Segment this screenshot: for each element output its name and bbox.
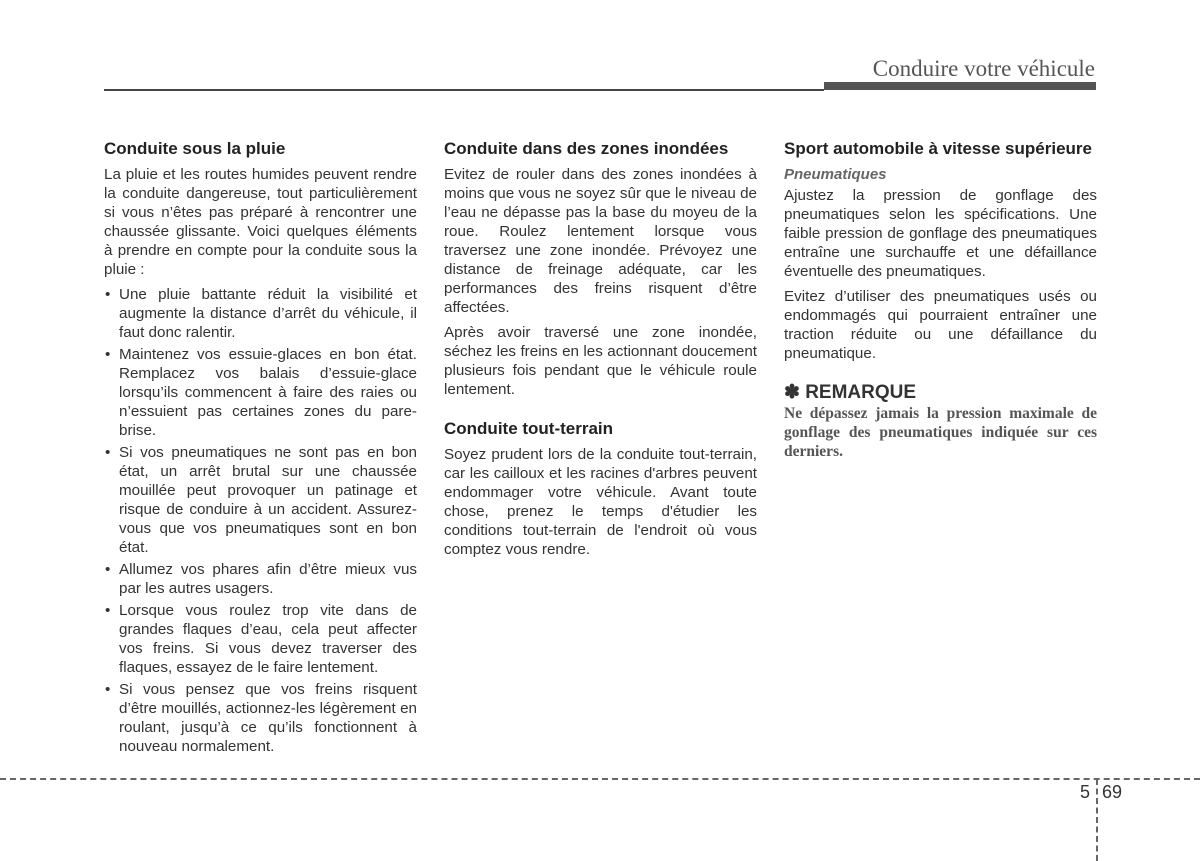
- section-heading: Conduite dans des zones inondées: [444, 139, 729, 158]
- paragraph: Evitez de rouler dans des zones inondées à moins que vous ne soyez sûr que le niveau de l’eau ne dépasse pas la base du moyeu de la roue. Roulez lentement lorsque vous traversez une zone inondée. Prévoyez une distance de freinage adéquate, car les performances des freins risquent d’être affectées.: [444, 166, 757, 316]
- section-heading: Sport automobile à vitesse supérieure: [784, 139, 1092, 158]
- page-number: 69: [1102, 782, 1123, 802]
- page-header-title: Conduire votre véhicule: [872, 56, 1095, 81]
- remark-text: Ne dépassez jamais la pression maximale de gonflage des pneumatiques indiquée sur ces derniers.: [784, 405, 1097, 460]
- list-item: • Si vous pensez que vos freins risquent d’être mouillés, actionnez-les légèrement en roulant, jusqu’à ce qu’ils fonctionnent à nouveau normalement.: [104, 680, 417, 756]
- list-item: • Si vos pneumatiques ne sont pas en bon état, un arrêt brutal sur une chaussée mouillée peut provoquer un patinage et risque de conduire à un accident. Assurez-vous que vos pneumatiques sont en bon état.: [104, 443, 417, 557]
- bullet-list: [104, 285, 417, 756]
- list-item: • Allumez vos phares afin d’être mieux vus par les autres usagers.: [104, 560, 417, 598]
- footer-rule: [0, 778, 1200, 780]
- section-heading: Conduite tout-terrain: [444, 419, 614, 438]
- list-item: • Maintenez vos essuie-glaces en bon état. Remplacez vos balais d’essuie-glace lorsqu’ils commencent à faire des raies ou n’essuient pas certaines zones du pare-brise.: [104, 345, 417, 440]
- list-item: • Lorsque vous roulez trop vite dans de grandes flaques d’eau, cela peut affecter vos freins. Si vous devez traverser des flaques, essayez de le faire lentement.: [104, 601, 417, 677]
- paragraph: La pluie et les routes humides peuvent rendre la conduite dangereuse, tout particulièrement si vous n’êtes pas préparé à rencontrer une chaussée glissante. Voici quelques éléments à prendre en compte pour la conduite sous la pluie :: [104, 166, 417, 278]
- header-rule: [104, 89, 824, 91]
- paragraph: Ajustez la pression de gonflage des pneumatiques selon les spécifications. Une faible pression de gonflage des pneumatiques entraîne une surchauffe et une défaillance éventuelle des pneumatiques.: [784, 187, 1097, 280]
- footer-divider: [1096, 779, 1098, 861]
- column-1: [104, 139, 417, 759]
- section-heading: Conduite sous la pluie: [104, 139, 286, 158]
- list-item: • Une pluie battante réduit la visibilité et augmente la distance d’arrêt du véhicule, il faut donc ralentir.: [104, 285, 417, 342]
- remark-title: ✽ REMARQUE: [784, 382, 917, 403]
- chapter-number: 5: [1080, 782, 1091, 802]
- paragraph: Soyez prudent lors de la conduite tout-terrain, car les cailloux et les racines d'arbres peuvent endommager votre véhicule. Avant toute chose, prenez le temps d'étudier les conditions tout-terrain de l'endroit où vous comptez vous rendre.: [444, 446, 757, 558]
- column-2: [444, 139, 757, 565]
- column-3: [784, 139, 1097, 461]
- header-rule-thick: [824, 82, 1096, 90]
- paragraph: Après avoir traversé une zone inondée, séchez les freins en les actionnant doucement plusieurs fois pendant que le véhicule roule lentement.: [444, 324, 757, 398]
- paragraph: Evitez d’utiliser des pneumatiques usés ou endommagés qui pourraient entraîner une traction réduite ou une défaillance du pneumatique.: [784, 288, 1097, 362]
- subheading: Pneumatiques: [784, 166, 887, 183]
